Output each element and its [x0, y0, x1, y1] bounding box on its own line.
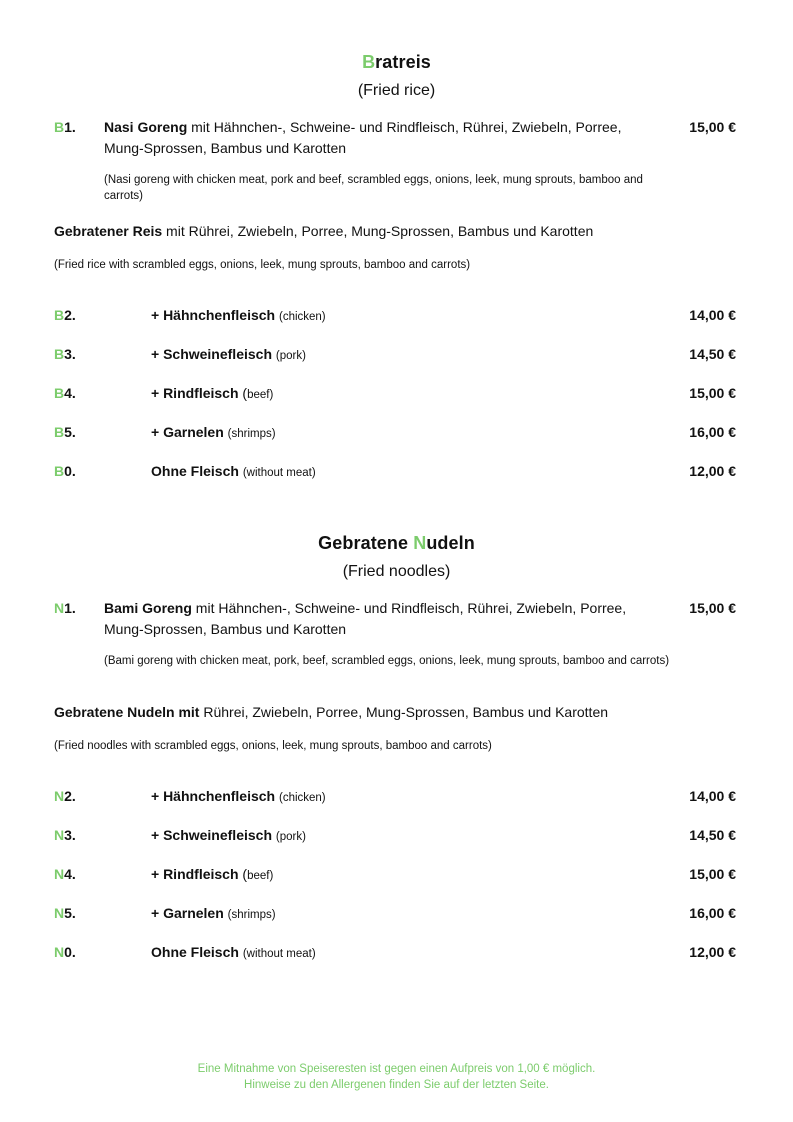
- code-letter: B: [54, 424, 65, 440]
- variant-paren: (: [238, 385, 248, 401]
- variant-description: [151, 866, 273, 882]
- item-code-b1: [54, 119, 76, 135]
- variant-description: [151, 424, 276, 440]
- variant-price: 14,00 €: [689, 788, 736, 804]
- dish-name: Bami Goreng: [104, 600, 192, 616]
- variant-code: [54, 905, 76, 921]
- variant-paren: (: [238, 866, 248, 882]
- variant-name: Ohne Fleisch: [151, 463, 239, 479]
- variant-description: [151, 463, 316, 479]
- general-english-rice: (Fried rice with scrambled eggs, onions, leek, mung sprouts, bamboo and carrots): [54, 259, 471, 271]
- variant-english: beef): [247, 870, 274, 882]
- variant-price: 15,00 €: [689, 385, 736, 401]
- variant-price: 14,50 €: [689, 827, 736, 843]
- title-accent-letter: N: [413, 533, 427, 553]
- variant-price: 14,00 €: [689, 307, 736, 323]
- dish-name: Nasi Goreng: [104, 119, 188, 135]
- dish-ingredients: mit Hähnchen-, Schweine- und Rindfleisch, Rührei, Zwiebeln, Porree, Mung-Sprossen, Bambus und Karotten: [104, 600, 627, 637]
- code-number: 4.: [64, 385, 76, 401]
- variant-english: (shrimps): [227, 428, 276, 440]
- variant-english: (pork): [275, 831, 306, 843]
- variant-code: [54, 424, 76, 440]
- variant-english: (chicken): [278, 311, 326, 323]
- variant-code: [54, 827, 76, 843]
- variant-english: (chicken): [278, 792, 326, 804]
- variant-name: + Hähnchenfleisch: [151, 788, 276, 804]
- code-letter: N: [54, 827, 65, 843]
- general-name: Gebratene Nudeln mit: [54, 704, 200, 720]
- item-description-b1: [104, 117, 664, 159]
- code-number: 5.: [64, 905, 76, 921]
- item-english-b1: (Nasi goreng with chicken meat, pork and beef, scrambled eggs, onions, leek, mung sprouts, bamboo and carrots): [104, 174, 643, 202]
- variant-description: [151, 788, 326, 804]
- code-letter: N: [54, 944, 65, 960]
- code-letter: B: [54, 119, 65, 135]
- variant-description: [151, 346, 306, 362]
- footer-allergen-note: Hinweise zu den Allergenen finden Sie auf der letzten Seite.: [244, 1079, 549, 1091]
- general-description-noodles: [54, 702, 734, 722]
- variant-description: [151, 905, 276, 921]
- variant-description: [151, 307, 326, 323]
- section-subtitle-rice: (Fried rice): [357, 82, 436, 99]
- section-title-rice: [0, 52, 793, 73]
- variant-english: beef): [247, 389, 274, 401]
- general-english-noodles: (Fried noodles with scrambled eggs, onions, leek, mung sprouts, bamboo and carrots): [54, 740, 492, 752]
- title-accent-letter: B: [362, 52, 376, 72]
- variant-description: [151, 827, 306, 843]
- code-number: 5.: [64, 424, 76, 440]
- title-after: udeln: [426, 533, 475, 553]
- code-number: 2.: [64, 307, 76, 323]
- variant-code: [54, 788, 76, 804]
- section-title-noodles: [0, 533, 793, 554]
- variant-name: + Garnelen: [151, 905, 224, 921]
- code-letter: B: [54, 346, 65, 362]
- code-number: 0.: [64, 944, 76, 960]
- variant-price: 16,00 €: [689, 424, 736, 440]
- variant-price: 15,00 €: [689, 866, 736, 882]
- variant-english: (without meat): [242, 948, 316, 960]
- variant-price: 14,50 €: [689, 346, 736, 362]
- general-ingredients: Rührei, Zwiebeln, Porree, Mung-Sprossen, Bambus und Karotten: [199, 704, 609, 720]
- code-number: 2.: [64, 788, 76, 804]
- variant-price: 12,00 €: [689, 463, 736, 479]
- code-number: 1.: [64, 119, 76, 135]
- footer-takeaway-note: Eine Mitnahme von Speiseresten ist gegen einen Aufpreis von 1,00 € möglich.: [197, 1063, 596, 1075]
- variant-code: [54, 463, 76, 479]
- variant-english: (shrimps): [227, 909, 276, 921]
- code-letter: N: [54, 905, 65, 921]
- variant-description: [151, 385, 273, 401]
- section-subtitle-noodles: (Fried noodles): [342, 563, 451, 580]
- code-letter: B: [54, 307, 65, 323]
- code-letter: N: [54, 788, 65, 804]
- title-before: Gebratene: [318, 533, 414, 553]
- variant-price: 12,00 €: [689, 944, 736, 960]
- item-price-b1: 15,00 €: [689, 119, 736, 135]
- variant-code: [54, 307, 76, 323]
- variant-english: (without meat): [242, 467, 316, 479]
- code-number: 3.: [64, 346, 76, 362]
- variant-code: [54, 944, 76, 960]
- general-ingredients: mit Rührei, Zwiebeln, Porree, Mung-Sprossen, Bambus und Karotten: [162, 223, 594, 239]
- code-letter: B: [54, 463, 65, 479]
- variant-name: + Rindfleisch: [151, 866, 239, 882]
- code-number: 1.: [64, 600, 76, 616]
- variant-description: [151, 944, 316, 960]
- variant-name: + Rindfleisch: [151, 385, 239, 401]
- item-description-n1: [104, 598, 664, 640]
- code-letter: N: [54, 866, 65, 882]
- general-name: Gebratener Reis: [54, 223, 163, 239]
- variant-english: (pork): [275, 350, 306, 362]
- variant-name: + Garnelen: [151, 424, 224, 440]
- general-description-rice: [54, 221, 734, 241]
- item-price-n1: 15,00 €: [689, 600, 736, 616]
- variant-price: 16,00 €: [689, 905, 736, 921]
- code-number: 3.: [64, 827, 76, 843]
- variant-name: + Hähnchenfleisch: [151, 307, 276, 323]
- variant-code: [54, 346, 76, 362]
- variant-code: [54, 866, 76, 882]
- item-english-n1: (Bami goreng with chicken meat, pork, beef, scrambled eggs, onions, leek, mung sprouts, bamboo and carrots): [104, 655, 670, 667]
- dish-ingredients: mit Hähnchen-, Schweine- und Rindfleisch, Rührei, Zwiebeln, Porree, Mung-Sprossen, Bambus und Karotten: [104, 119, 622, 156]
- code-number: 4.: [64, 866, 76, 882]
- variant-name: Ohne Fleisch: [151, 944, 239, 960]
- item-code-n1: [54, 600, 76, 616]
- code-letter: B: [54, 385, 65, 401]
- code-letter: N: [54, 600, 65, 616]
- code-number: 0.: [64, 463, 76, 479]
- variant-name: + Schweinefleisch: [151, 346, 272, 362]
- variant-code: [54, 385, 76, 401]
- variant-name: + Schweinefleisch: [151, 827, 272, 843]
- title-rest: ratreis: [375, 52, 431, 72]
